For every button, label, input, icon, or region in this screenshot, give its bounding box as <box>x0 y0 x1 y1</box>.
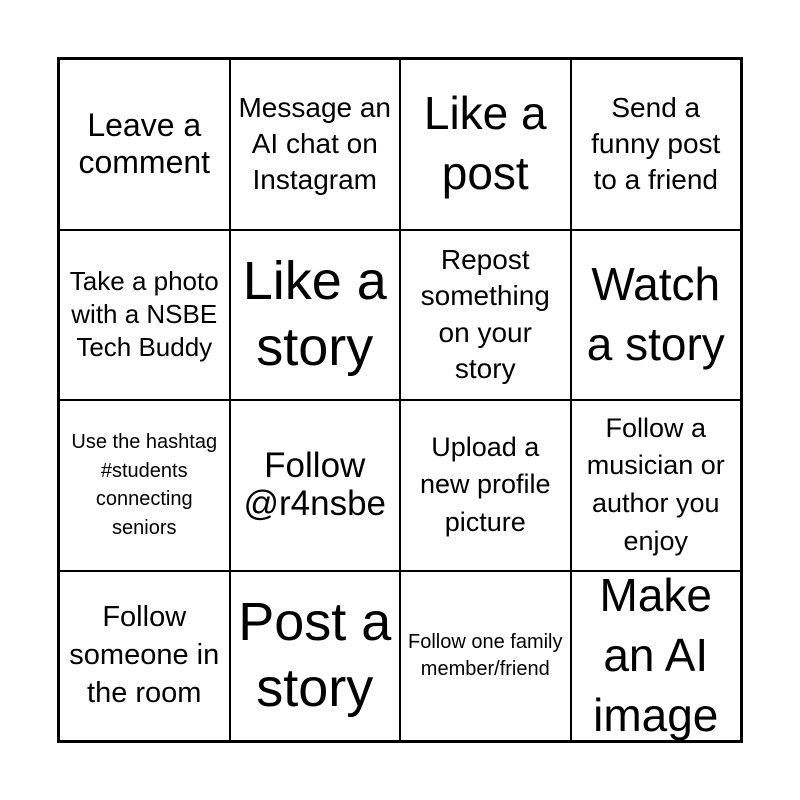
bingo-cell-3[interactable] <box>400 59 571 230</box>
cell-label: Follow one family member/friend <box>407 630 563 680</box>
bingo-cell-5[interactable] <box>59 230 230 401</box>
cell-label: Message an AI chat on Instagram <box>238 91 392 196</box>
bingo-cell-14[interactable] <box>230 571 401 742</box>
cell-label: Send a funny post to a friend <box>591 91 721 196</box>
bingo-cell-15[interactable] <box>400 571 571 742</box>
bingo-cell-4[interactable] <box>571 59 742 230</box>
cell-label: Use the hashtag #students connecting seniors <box>71 431 218 539</box>
cell-label: Upload a new profile picture <box>419 431 551 538</box>
cell-label: Watch a story <box>586 257 725 370</box>
bingo-board <box>57 57 743 743</box>
bingo-cell-16[interactable] <box>571 571 742 742</box>
cell-label: Take a photo with a NSBE Tech Buddy <box>69 265 219 363</box>
bingo-cell-11[interactable] <box>400 400 571 571</box>
cell-label: Follow someone in the room <box>69 601 220 709</box>
bingo-cell-12[interactable] <box>571 400 742 571</box>
cell-label: Make an AI image <box>593 570 719 741</box>
bingo-cell-9[interactable] <box>59 400 230 571</box>
cell-label: Repost something on your story <box>420 243 550 385</box>
bingo-cell-1[interactable] <box>59 59 230 230</box>
bingo-cell-2[interactable] <box>230 59 401 230</box>
bingo-cell-8[interactable] <box>571 230 742 401</box>
cell-label: Follow a musician or author you enjoy <box>586 412 725 557</box>
bingo-cell-7[interactable] <box>400 230 571 401</box>
bingo-cell-6[interactable] <box>230 230 401 401</box>
cell-label: Post a story <box>238 591 392 718</box>
bingo-cell-10[interactable] <box>230 400 401 571</box>
bingo-cell-13[interactable] <box>59 571 230 742</box>
cell-label: Follow @r4nsbe <box>243 445 387 524</box>
cell-label: Leave a comment <box>78 107 211 181</box>
cell-label: Like a post <box>423 87 547 200</box>
cell-label: Like a story <box>242 250 387 377</box>
